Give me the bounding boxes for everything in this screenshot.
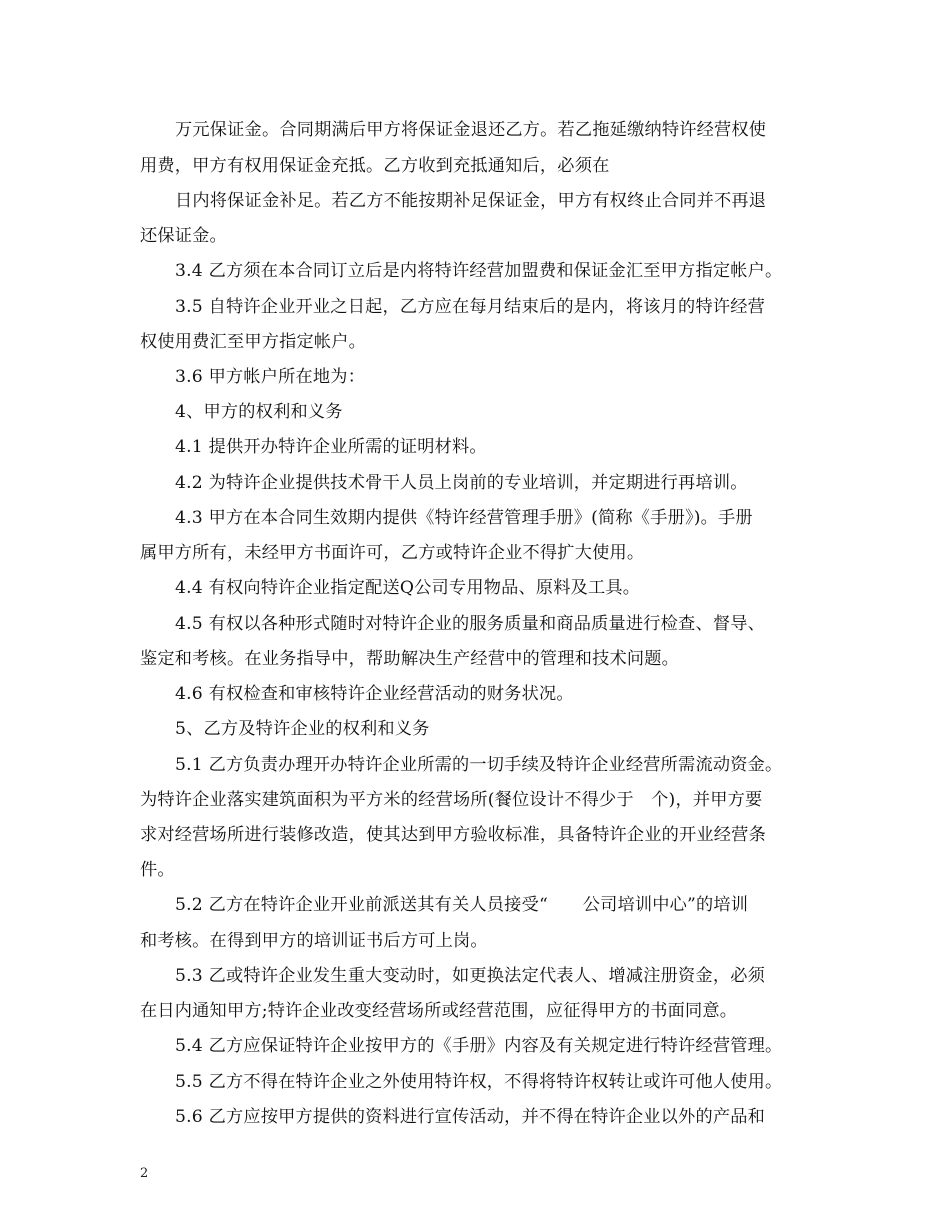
body-line: 3.4 乙方须在本合同订立后是内将特许经营加盟费和保证金汇至甲方指定帐户。 (175, 261, 783, 281)
body-line: 5.2 乙方在特许企业开业前派送其有关人员接受“ 公司培训中心”的培训 (175, 895, 749, 915)
body-line: 在日内通知甲方;特许企业改变经营场所或经营范围，应征得甲方的书面同意。 (140, 1001, 738, 1021)
body-line: 5.1 乙方负责办理开办特许企业所需的一切手续及特许企业经营所需流动资金。 (175, 755, 783, 775)
body-line: 5.6 乙方应按甲方提供的资料进行宣传活动，并不得在特许企业以外的产品和 (175, 1107, 766, 1127)
page-number: 2 (140, 1166, 149, 1181)
body-line: 4.6 有权检查和审核特许企业经营活动的财务状况。 (175, 684, 574, 704)
body-line: 件。 (140, 860, 175, 880)
body-line: 5.4 乙方应保证特许企业按甲方的《手册》内容及有关规定进行特许经营管理。 (175, 1036, 783, 1056)
section-heading: 5、乙方及特许企业的权利和义务 (175, 719, 430, 739)
body-line: 还保证金。 (140, 226, 227, 246)
body-line: 万元保证金。合同期满后甲方将保证金退还乙方。若乙拖延缴纳特许经营权使 (175, 120, 767, 140)
body-line: 4.2 为特许企业提供技术骨干人员上岗前的专业培训，并定期进行再培训。 (175, 473, 748, 493)
body-line: 3.6 甲方帐户所在地为： (175, 367, 366, 387)
body-line: 为特许企业落实建筑面积为平方米的经营场所(餐位设计不得少于 个)，并甲方要 (140, 790, 763, 810)
body-line: 5.3 乙或特许企业发生重大变动时，如更换法定代表人、增减注册资金，必须 (175, 966, 766, 986)
body-line: 日内将保证金补足。若乙方不能按期补足保证金，甲方有权终止合同并不再退 (175, 191, 767, 211)
body-line: 3.5 自特许企业开业之日起，乙方应在每月结束后的是内，将该月的特许经营 (175, 297, 766, 317)
body-line: 权使用费汇至甲方指定帐户。 (140, 332, 367, 352)
body-line: 求对经营场所进行装修改造，使其达到甲方验收标准，具备特许企业的开业经营条 (140, 825, 766, 845)
body-line: 鉴定和考核。在业务指导中，帮助解决生产经营中的管理和技术问题。 (140, 649, 680, 669)
body-line: 用费，甲方有权用保证金充抵。乙方收到充抵通知后，必须在 (140, 156, 610, 176)
body-line: 5.5 乙方不得在特许企业之外使用特许权，不得将特许权转让或许可他人使用。 (175, 1072, 783, 1092)
body-line: 属甲方所有，未经甲方书面许可，乙方或特许企业不得扩大使用。 (140, 543, 645, 563)
body-line: 4.5 有权以各种形式随时对特许企业的服务质量和商品质量进行检查、督导、 (175, 614, 766, 634)
body-line: 4.4 有权向特许企业指定配送Q公司专用物品、原料及工具。 (175, 578, 641, 598)
body-line: 4.3 甲方在本合同生效期内提供《特许经营管理手册》(简称《手册》)。手册 (175, 508, 753, 528)
section-heading: 4、甲方的权利和义务 (175, 402, 343, 422)
body-line: 4.1 提供开办特许企业所需的证明材料。 (175, 437, 487, 457)
body-line: 和考核。在得到甲方的培训证书后方可上岗。 (140, 931, 488, 951)
